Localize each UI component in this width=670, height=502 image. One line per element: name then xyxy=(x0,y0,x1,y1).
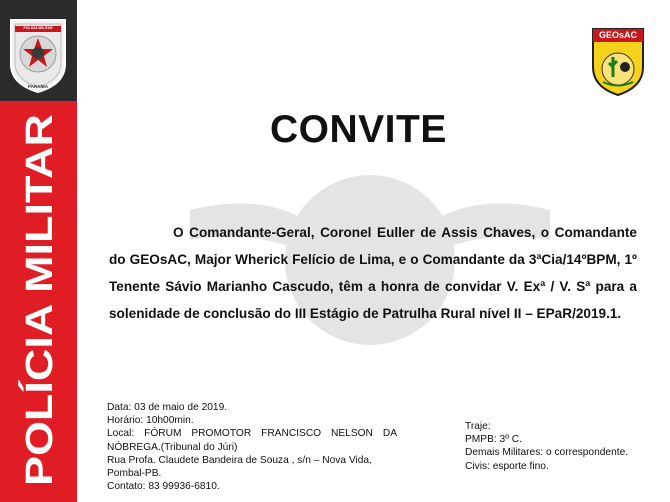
attire-military: Demais Militares: o correspondente. xyxy=(465,447,629,459)
event-time: Horário: 10h00min. xyxy=(107,415,194,427)
attire-info xyxy=(465,420,655,473)
event-date: Data: 03 de maio de 2019. xyxy=(107,402,228,413)
banner-text: POLÍCIA MILITAR xyxy=(19,171,61,486)
invitation-text: O Comandante-Geral, Coronel Euller de Assis Chaves, o Comandante do GEOsAC, Major Wherick Felício de Lima, e o Comandante da 3ªCia/14ºBPM, 1º Tenente Sávio Marianho Cascudo, têm a honra de convidar V. Exª / V. Sª para a solenidade de conclusão do III Estágio de Patrulha Rural nível II – EPaR/2019.1. xyxy=(109,225,637,321)
banner-vertical-text xyxy=(0,106,77,491)
attire-heading: Traje: xyxy=(465,421,491,432)
event-address-line2: Pombal-PB. xyxy=(107,468,162,480)
badge-bottom-label: PARAÍBA xyxy=(27,84,49,89)
attire-pmpb: PMPB: 3º C. xyxy=(465,434,522,446)
event-address-line1: Rua Profa. Claudete Bandeira de Souza , s/n – Nova Vida, xyxy=(107,454,372,466)
event-location-line1: Local: FÓRUM PROMOTOR FRANCISCO NELSON DA xyxy=(107,428,397,440)
geosac-logo-text: GEOsAC xyxy=(598,30,637,40)
event-contact: Contato: 83 99936-6810. xyxy=(107,481,220,493)
event-info xyxy=(107,401,397,493)
page-title: CONVITE xyxy=(270,108,447,151)
event-location-line2: NÓBREGA.(Tribunal do Júri) xyxy=(107,441,238,453)
badge-top-label: POLÍCIA MILITAR xyxy=(23,26,53,30)
attire-civil: Civis: esporte fino. xyxy=(465,460,549,472)
invitation-body xyxy=(109,219,637,327)
